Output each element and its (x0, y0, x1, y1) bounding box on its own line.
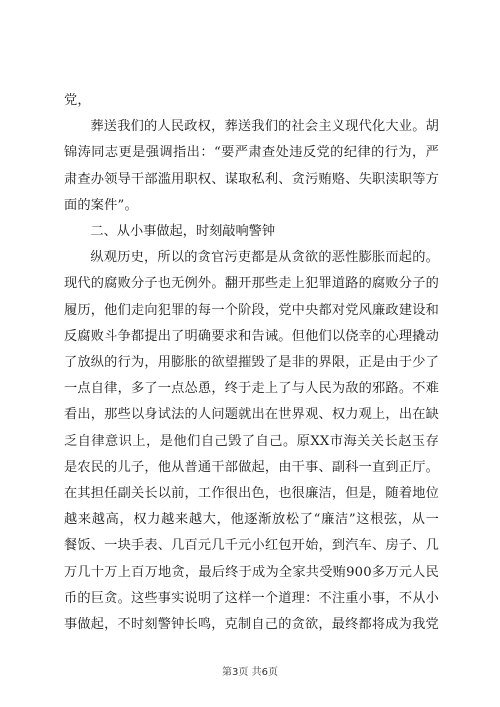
paragraph-quote: 葬送我们的人民政权，葬送我们的社会主义现代化大业。胡锦涛同志更是强调指出：“要严肃查处违反党的纪律的行为，严肃查办领导干部滥用职权、谋取私利、贪污贿赂、失职渎职等方面的案件”。 (64, 119, 439, 213)
section-heading: 二、从小事做起，时刻敲响警钟 (90, 224, 276, 240)
page-number-footer: 第3页 共6页 (222, 667, 278, 678)
paragraph-history: 纵观历史，所以的贪官污吏都是从贪欲的恶性膨胀而起的。现代的腐败分子也无例外。翻开那些走上犯罪道路的腐败分子的履历，他们走向犯罪的每一个阶段，党中央都对党风廉政建设和反腐败斗争都提出了明确要求和告诫。但他们以侥幸的心理撬动了放纵的行为，用膨胀的欲望摧毁了是非的界限，正是由于少了一点自律，多了一点怂恿，终于走上了与人民为敌的邪路。不难看出，那些以身试法的人问题就出在世界观、权力观上，出在缺乏自律意识上，是他们自己毁了自己。原XX市海关关长赵玉存是农民的儿子，他从普通干部做起，由干事、副科一直到正厅。在其担任副关长以前，工作很出色，也很廉洁，但是，随着地位越来越高，权力越来越大，他逐渐放松了“廉洁”这根弦，从一餐饭、一块手表、几百元几千元小红包开始，到汽车、房子、几万几十万上百万地贪，最后终于成为全家共受贿900多万元人民币的巨贪。这些事实说明了这样一个道理：不注重小事，不从小事做起，不时刻警钟长鸣，克制自己的贪欲，最终都将成为我党 (64, 250, 439, 633)
body-text (64, 88, 439, 638)
paragraph-continuation: 党， (64, 93, 91, 108)
